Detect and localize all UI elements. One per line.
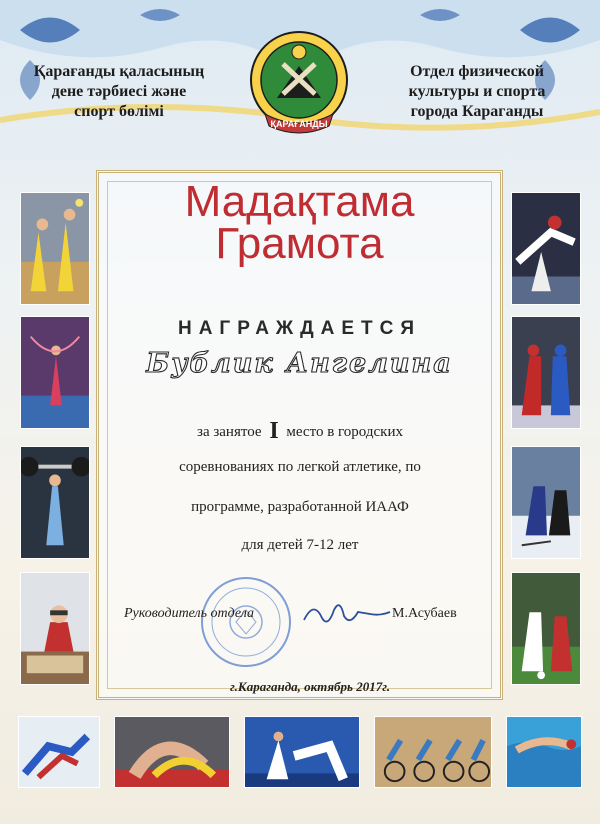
karaganda-emblem-icon	[247, 28, 351, 140]
boxing-photo	[511, 316, 581, 429]
hockey-photo	[511, 446, 581, 559]
header-left-line-1: Қарағанды қаласының	[33, 63, 205, 80]
taekwondo-photo	[511, 192, 581, 305]
award-line-1-post: место в городских	[286, 424, 403, 440]
title-russian: Грамота	[215, 219, 384, 268]
handwritten-signature-icon	[300, 596, 395, 630]
football-photo	[511, 572, 581, 685]
karate-photo	[244, 716, 360, 788]
title-kazakh: Мадақтама	[184, 177, 415, 226]
award-line-4: для детей 7-12 лет	[241, 537, 359, 553]
swimming-photo	[506, 716, 582, 788]
award-line-2: соревнованиях по легкой атлетике, по	[179, 459, 421, 475]
official-stamp-icon	[198, 574, 294, 670]
city-date: г.Караганда, октябрь 2017г.	[230, 679, 391, 694]
weightlifting-photo	[20, 446, 90, 559]
header-right-line-3: города Караганды	[410, 103, 544, 120]
award-line-3: программе, разработанной ИААФ	[191, 499, 409, 515]
wrestling-photo	[114, 716, 230, 788]
header-org-russian	[372, 62, 582, 122]
chess-photo	[20, 572, 90, 685]
recipient-name: Бублик Ангелина	[146, 348, 453, 379]
cycling-photo	[374, 716, 492, 788]
speed-skating-photo	[18, 716, 100, 788]
awarded-heading: НАГРАЖДАЕТСЯ	[177, 318, 422, 339]
award-line-1-pre: за занятое	[197, 424, 262, 440]
gymnastics-photo	[20, 316, 90, 429]
header-right-line-2: культуры и спорта	[408, 83, 546, 100]
volleyball-photo	[20, 192, 90, 305]
emblem-label: ҚАРАҒАНДЫ	[270, 119, 328, 129]
header-right-line-1: Отдел физической	[410, 63, 544, 80]
header-left-line-3: спорт бөлімі	[74, 103, 164, 120]
award-line-1	[110, 418, 490, 445]
header-left-line-2: дене тәрбиесі және	[51, 83, 187, 100]
signatory-name: М.Асубаев	[392, 606, 457, 621]
signature-label: Руководитель отдела	[124, 606, 255, 621]
header-org-kazakh	[14, 62, 224, 122]
place-number: I	[269, 418, 279, 444]
